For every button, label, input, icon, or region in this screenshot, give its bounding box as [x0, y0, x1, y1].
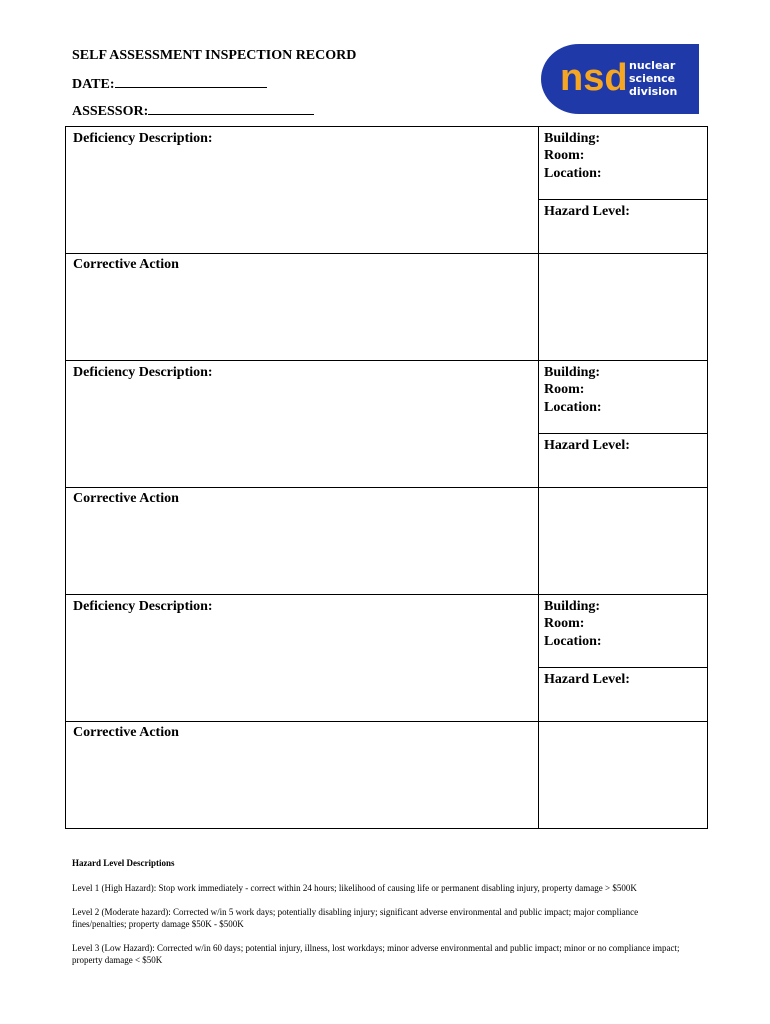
inspection-form-table [65, 126, 708, 829]
room-label: Room: [544, 148, 585, 163]
date-field[interactable] [72, 75, 267, 93]
row-divider [538, 433, 708, 434]
logo-line-3: division [629, 85, 678, 98]
hazard-level-label: Hazard Level: [544, 438, 630, 453]
row-divider [538, 667, 708, 668]
notes-title: Hazard Level Descriptions [72, 858, 175, 868]
hazard-level-1-description: Level 1 (High Hazard): Stop work immediately - correct within 24 hours; likelihood of causing life or permanent disabling injury, property damage > $500K [72, 883, 637, 893]
date-blank-line[interactable] [115, 75, 267, 88]
location-label: Location: [544, 400, 602, 415]
row-divider [66, 253, 707, 254]
building-label: Building: [544, 365, 601, 380]
deficiency-description-label: Deficiency Description: [73, 599, 213, 614]
assessor-field[interactable] [72, 102, 314, 120]
hazard-level-label: Hazard Level: [544, 204, 630, 219]
corrective-action-label: Corrective Action [73, 725, 179, 740]
building-label: Building: [544, 599, 601, 614]
logo-abbreviation: nsd [560, 57, 628, 99]
row-divider [66, 487, 707, 488]
hazard-level-descriptions [72, 857, 692, 978]
column-divider [538, 127, 539, 828]
hazard-level-label: Hazard Level: [544, 672, 630, 687]
room-label: Room: [544, 382, 585, 397]
row-divider [66, 721, 707, 722]
row-divider [538, 199, 708, 200]
hazard-level-2-description: Level 2 (Moderate hazard): Corrected w/in 5 work days; potentially disabling injury; significant adverse environmental and public impact; major compliance fines/penalties; property damage $50K - $500K [72, 907, 639, 929]
date-label: DATE: [72, 77, 115, 92]
location-label: Location: [544, 166, 602, 181]
building-label: Building: [544, 131, 601, 146]
row-divider [66, 360, 707, 361]
row-divider [66, 594, 707, 595]
location-label: Location: [544, 634, 602, 649]
nsd-logo [541, 44, 699, 114]
assessor-label: ASSESSOR: [72, 104, 149, 119]
assessor-blank-line[interactable] [148, 102, 314, 115]
page-title: SELF ASSESSMENT INSPECTION RECORD [72, 48, 357, 63]
logo-line-2: science [629, 72, 676, 85]
deficiency-description-label: Deficiency Description: [73, 365, 213, 380]
corrective-action-label: Corrective Action [73, 491, 179, 506]
hazard-level-3-description: Level 3 (Low Hazard): Corrected w/in 60 days; potential injury, illness, lost workdays; minor adverse environmental and public impact; minor or no compliance impact; property damage < $50K [72, 943, 680, 965]
deficiency-description-label: Deficiency Description: [73, 131, 213, 146]
corrective-action-label: Corrective Action [73, 257, 179, 272]
room-label: Room: [544, 616, 585, 631]
logo-line-1: nuclear [629, 59, 676, 72]
